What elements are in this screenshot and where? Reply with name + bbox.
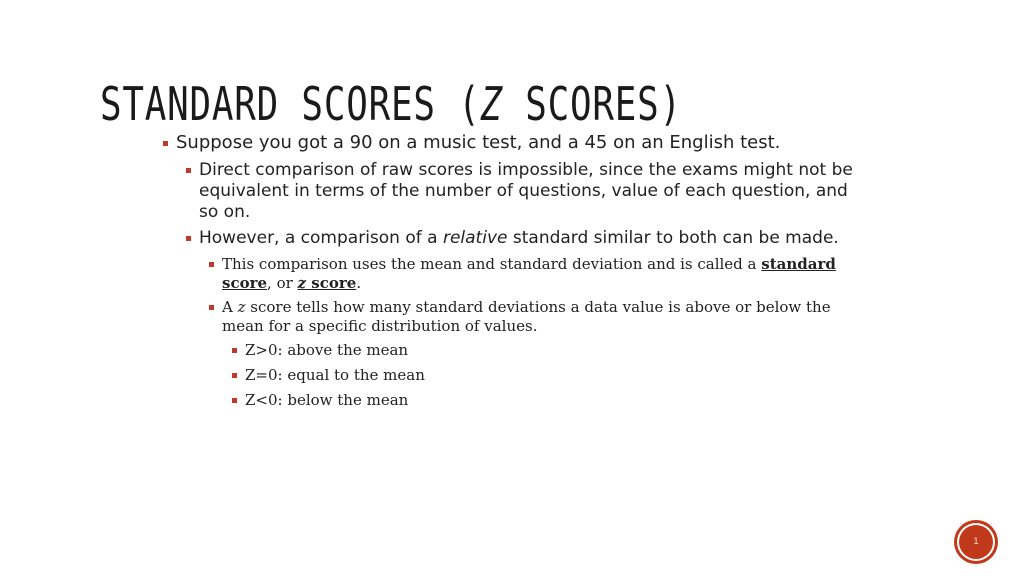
bullet-level2: However, a comparison of a relative standard similar to both can be made. bbox=[199, 228, 839, 248]
bullet-level3: A z score tells how many standard deviations a data value is above or below the mean for a specific distribution of values. bbox=[222, 298, 831, 335]
bullet-marker bbox=[186, 168, 191, 173]
slide-number-badge: 1 bbox=[957, 523, 995, 561]
bullet-level4: Z=0: equal to the mean bbox=[245, 366, 425, 384]
slide-title: STANDARD SCORES (Z SCORES) bbox=[100, 77, 682, 131]
bullet-marker bbox=[209, 262, 214, 267]
bullet-marker bbox=[232, 348, 237, 353]
bullet-level4: Z>0: above the mean bbox=[245, 341, 409, 359]
standard-score-term: standard score bbox=[222, 255, 836, 292]
bullet-marker bbox=[163, 141, 168, 146]
bullet-level4: Z<0: below the mean bbox=[245, 391, 409, 409]
bullet-level1: Suppose you got a 90 on a music test, and a 45 on an English test. bbox=[176, 132, 781, 153]
bullet-marker bbox=[232, 373, 237, 378]
bullet-marker bbox=[186, 236, 191, 241]
bullet-level3: This comparison uses the mean and standard deviation and is called a standard score, or z score. bbox=[222, 255, 836, 292]
bullet-marker bbox=[209, 305, 214, 310]
z-score-term: z score bbox=[297, 274, 357, 292]
bullet-marker bbox=[232, 398, 237, 403]
bullet-level2: Direct comparison of raw scores is impossible, since the exams might not be equivalent in terms of the number of questions, value of each question, and so on. bbox=[199, 160, 853, 222]
